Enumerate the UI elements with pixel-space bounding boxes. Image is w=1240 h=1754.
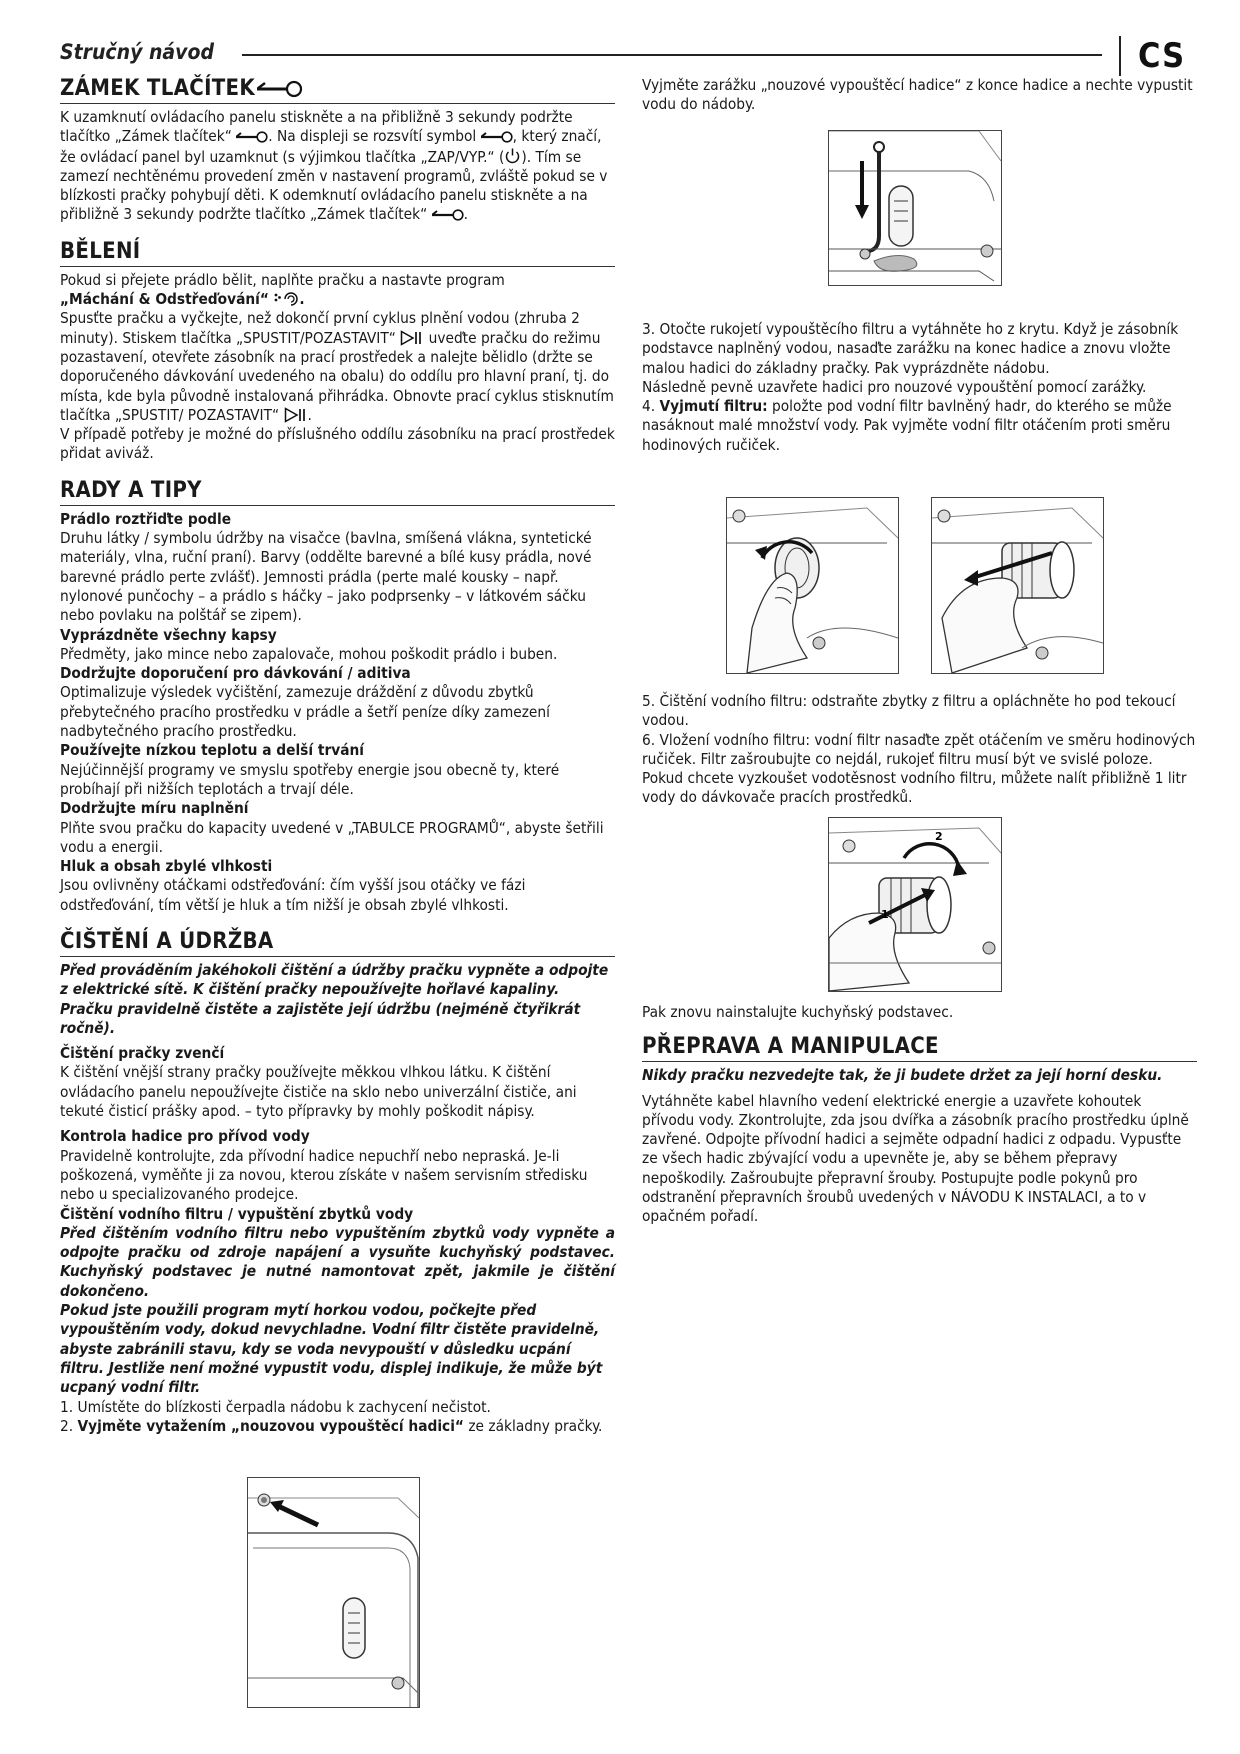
key-lock-icon (432, 208, 464, 222)
key-lock-text-2: . Na displeji se rozsvítí symbol (268, 127, 477, 146)
tips-subheading-6: Hluk a obsah zbylé vlhkosti (60, 857, 273, 876)
section-bleach (60, 239, 615, 464)
right-paragraph-1: Vyjměte zarážku „nouzové vypouštěcí hadice“ z konce hadice a nechte vypustit vodu do nádoby. (642, 76, 1193, 114)
cleaning-subheading-2: Kontrola hadice pro přívod vody (60, 1127, 310, 1146)
drain-water-illustration (829, 131, 1001, 285)
right-text-block-3 (642, 692, 1197, 808)
filter-rotate-illustration (727, 498, 898, 673)
tips-paragraph-3: Optimalizuje výsledek vyčištění, zamezuje dráždění z důvodu zbytků přebytečného pracího prostředku v prádle a šetří peníze díky zamezení nadbytečného pracího prostředku. (60, 683, 550, 741)
tips-subheading-3: Dodržujte doporučení pro dávkování / aditiva (60, 664, 411, 683)
cleaning-paragraph-1: K čištění vnější strany pračky používejte měkkou vlhkou látku. K čištění ovládacího panelu nepoužívejte čističe na sklo nebo univerzální čističe, ani tekuté čisticí prášky apod. – tyto přípravky by mohly poškodit nápisy. (60, 1063, 577, 1121)
bleach-program-end: . (299, 290, 305, 309)
tips-subheading-2: Vyprázdněte všechny kapsy (60, 625, 277, 644)
cleaning-subheading-1: Čištění pračky zvenčí (60, 1044, 225, 1063)
key-lock-text-5: . (463, 205, 468, 224)
cleaning-paragraph-2: Pravidelně kontrolujte, zda přívodní hadice nepuchří nebo nepraská. Je-li poškozená, vyměňte ji za novou, kterou získáte v našem servisním středisku nebo u specializovaného prodejce. (60, 1146, 588, 1204)
filter-insert-illustration (829, 818, 1001, 991)
play-pause-icon (284, 407, 308, 423)
header-divider (1119, 36, 1121, 76)
transport-paragraph: Vytáhněte kabel hlavního vedení elektrické energie a uzavřete kohoutek přívodu vody. Zkontrolujte, zda jsou dvířka a zásobník pracího prostředku úplně zavřené. Odpojte přívodní hadici a sejměte odpadní hadici z odpadu. Vypusťte ze všech hadic zbývající vodu a upevněte je, aby se během přepravy nepoškodily. Zašroubujte přepravní šrouby. Postupujte podle pokynů pro odstranění přepravních šroubů uvedených v NÁVODU K INSTALACI, a to v opačném pořadí. (642, 1091, 1189, 1226)
right-column (642, 76, 1197, 115)
section-title-bleach: BĚLENÍ (60, 239, 615, 267)
figure-filter-rotate (726, 497, 899, 674)
bleach-paragraph-3: V případě potřeby je možné do příslušného oddílu zásobníku na prací prostředek přidat aviváž. (60, 425, 615, 463)
figure-label-1: 1 (881, 908, 889, 921)
step-4-bold: Vyjmutí filtru: (659, 397, 768, 416)
transport-warning: Nikdy pračku nezvedejte tak, že ji budete držet za její horní desku. (642, 1066, 1163, 1085)
step-2-number: 2. (60, 1416, 78, 1435)
tips-paragraph-5: Plňte svou pračku do kapacity uvedené v „TABULCE PROGRAMŮ“, abyste šetřili vodu a energii. (60, 818, 604, 856)
play-pause-icon (400, 330, 424, 346)
key-lock-text-1: K uzamknutí ovládacího panelu stiskněte a na přibližně 3 sekundy podržte tlačítko „Zámek tlačítek“ (60, 108, 573, 146)
cleaning-subheading-3: Čištění vodního filtru / vypuštění zbytků vody (60, 1204, 414, 1223)
section-tips (60, 478, 615, 915)
cleaning-warning-3: Pokud jste použili program mytí horkou vodou, počkejte před vypouštěním vody, dokud nevychladne. Vodní filtr čistěte pravidelně, abyste zabránili stavu, kdy se voda nevypouští v důsledku ucpání filtru. Jestliže není možné vypustit vodu, displej indikuje, že může být ucpaný vodní filtr. (60, 1301, 603, 1397)
right-paragraph-6: 6. Vložení vodního filtru: vodní filtr nasaďte zpět otáčením ve směru hodinových ručiček. Filtr zašroubujte co nejdál, rukojeť filtru musí být ve svislé poloze. Pokud chcete vyzkoušet vodotěsnost vodního filtru, můžete nalít přibližně 1 litr vody do dávkovače pracích prostředků. (642, 730, 1196, 807)
bleach-paragraph-1 (60, 271, 615, 310)
right-paragraph-3: Následně pevně uzavřete hadici pro nouzové vypouštění pomocí zarážky. (642, 377, 1147, 396)
bleach-text-2b: uveďte pračku do režimu pozastavení, otevřete zásobník na prací prostředek a nalejte bělidlo (držte se doporučeného dávkování uvedeného na obalu) do oddílu pro hlavní praní, tj. do místa, kde byla původně instalovaná přihrádka. Obnovte prací cyklus stisknutím tlačítka „SPUSTIT/ POZASTAVIT“ (60, 328, 614, 424)
right-text-block-4 (642, 1003, 1197, 1241)
right-text-block-2 (642, 320, 1197, 455)
figure-drain-water (828, 130, 1002, 286)
section-title-cleaning: ČIŠTĚNÍ A ÚDRŽBA (60, 929, 615, 957)
bleach-paragraph-2 (60, 309, 615, 425)
bleach-text-2c: . (307, 405, 312, 424)
key-lock-icon (236, 130, 268, 144)
bleach-text-2a: Spusťte pračku a vyčkejte, než dokončí první cyklus plnění vodou (zhruba 2 minuty). Stiskem tlačítka „SPUSTIT/POZASTAVIT“ (60, 309, 580, 347)
guide-title: Stručný návod (60, 40, 214, 64)
section-key-lock (60, 76, 615, 225)
step-2-bold: Vyjměte vytažením „nouzovou vypouštěcí hadici“ (77, 1416, 464, 1435)
key-lock-text-4: ). Tím se zamezí nechtěnému provedení změn v nastavení programů, zvláště pokud se v blízkosti pračky pohybují děti. K odemknutí ovládacího panelu stiskněte a na přibližně 3 sekundy podržte tlačítko „Zámek tlačítek“ (60, 147, 608, 224)
section-transport (642, 1034, 1197, 1226)
right-paragraph-7: Pak znovu nainstalujte kuchyňský podstavec. (642, 1003, 954, 1021)
tips-paragraph-6: Jsou ovlivněny otáčkami odstřeďování: čím vyšší jsou otáčky ve fázi odstřeďování, tím větší je hluk a tím nižší je obsah zbylé vlhkosti. (60, 876, 526, 914)
left-column (60, 76, 615, 1450)
bleach-program-name: „Máchání & Odstřeďování“ (60, 290, 269, 309)
rinse-spin-icon (273, 291, 299, 307)
tips-subheading-4: Používejte nízkou teplotu a delší trvání (60, 741, 364, 760)
section-cleaning (60, 929, 615, 1436)
page-header (60, 36, 1210, 76)
tips-paragraph-2: Předměty, jako mince nebo zapalovače, mohou poškodit prádlo i buben. (60, 644, 558, 663)
figure-filter-insert (828, 817, 1002, 992)
header-rule (242, 54, 1102, 56)
cleaning-step-1: 1. Umístěte do blízkosti čerpadla nádobu k zachycení nečistot. (60, 1397, 491, 1416)
step-4-text: položte pod vodní filtr bavlněný hadr, do kterého se může nasáknout malé množství vody. Pak vyjměte vodní filtr otáčením proti směru hodinových ručiček. (642, 397, 1172, 454)
key-lock-icon (481, 130, 513, 144)
figure-filter-remove (931, 497, 1104, 674)
right-paragraph-4 (642, 397, 1197, 455)
right-paragraph-2: 3. Otočte rukojetí vypouštěcího filtru a vytáhněte ho z krytu. Když je zásobník podstavce naplněný vodou, nasaďte zarážku na konec hadice a znovu vložte malou hadici do základny pračky. Pak vyprázdněte nádobu. (642, 320, 1179, 377)
section-title-transport: PŘEPRAVA A MANIPULACE (642, 1034, 1197, 1062)
cleaning-warning-2: Před čištěním vodního filtru nebo vypuštěním zbytků vody vypněte a odpojte pračku od zdroje napájení a vysuňte kuchyňský podstavec. Kuchyňský podstavec je nutné namontovat zpět, jakmile je čištění dokončeno. (60, 1223, 615, 1300)
power-icon (504, 147, 521, 165)
key-lock-icon (257, 79, 303, 99)
filter-remove-illustration (932, 498, 1103, 673)
step-2-text: ze základny pračky. (463, 1416, 603, 1435)
key-lock-paragraph (60, 108, 615, 225)
cleaning-step-2 (60, 1417, 615, 1436)
hose-pull-illustration (248, 1478, 419, 1707)
cleaning-warning: Před prováděním jakéhokoli čištění a údržby pračku vypněte a odpojte z elektrické sítě. K čištění pračky nepoužívejte hořlavé kapaliny. Pračku pravidelně čistěte a zajistěte její údržbu (nejméně čtyřikrát ročně). (60, 960, 609, 1037)
key-lock-title-text: ZÁMEK TLAČÍTEK (60, 76, 256, 101)
right-paragraph-5: 5. Čištění vodního filtru: odstraňte zbytky z filtru a opláchněte ho pod tekoucí vodou. (642, 692, 1176, 730)
figure-emergency-hose-pull (247, 1477, 420, 1708)
step-4-number: 4. (642, 397, 660, 416)
key-lock-text-3: , který značí, že ovládací panel byl uzamknut (s výjimkou tlačítka „ZAP/VYP.“ ( (60, 127, 602, 166)
tips-subheading-5: Dodržujte míru naplnění (60, 799, 249, 818)
figure-label-2: 2 (935, 830, 943, 843)
section-title-tips: RADY A TIPY (60, 478, 615, 506)
language-code: CS (1138, 36, 1186, 76)
section-title-key-lock (60, 76, 615, 104)
tips-subheading-1: Prádlo roztřiďte podle (60, 509, 232, 528)
tips-paragraph-4: Nejúčinnější programy ve smyslu spotřeby energie jsou obecně ty, které probíhají při nižších teplotách a trvají déle. (60, 760, 560, 798)
bleach-text-1: Pokud si přejete prádlo bělit, naplňte pračku a nastavte program (60, 270, 505, 289)
tips-paragraph-1: Druhu látky / symbolu údržby na visačce (bavlna, smíšená vlákna, syntetické materiály, vlna, ruční praní). Barvy (oddělte barevné a bílé kusy prádla, nové barevné prádlo perte zvlášť). Jemnosti prádla (perte malé kousky – např. nylonové punčochy – a prádlo s háčky – jako podprsenky – v látkovém sáčku nebo povlaku na polštář se zipem). (60, 529, 592, 625)
